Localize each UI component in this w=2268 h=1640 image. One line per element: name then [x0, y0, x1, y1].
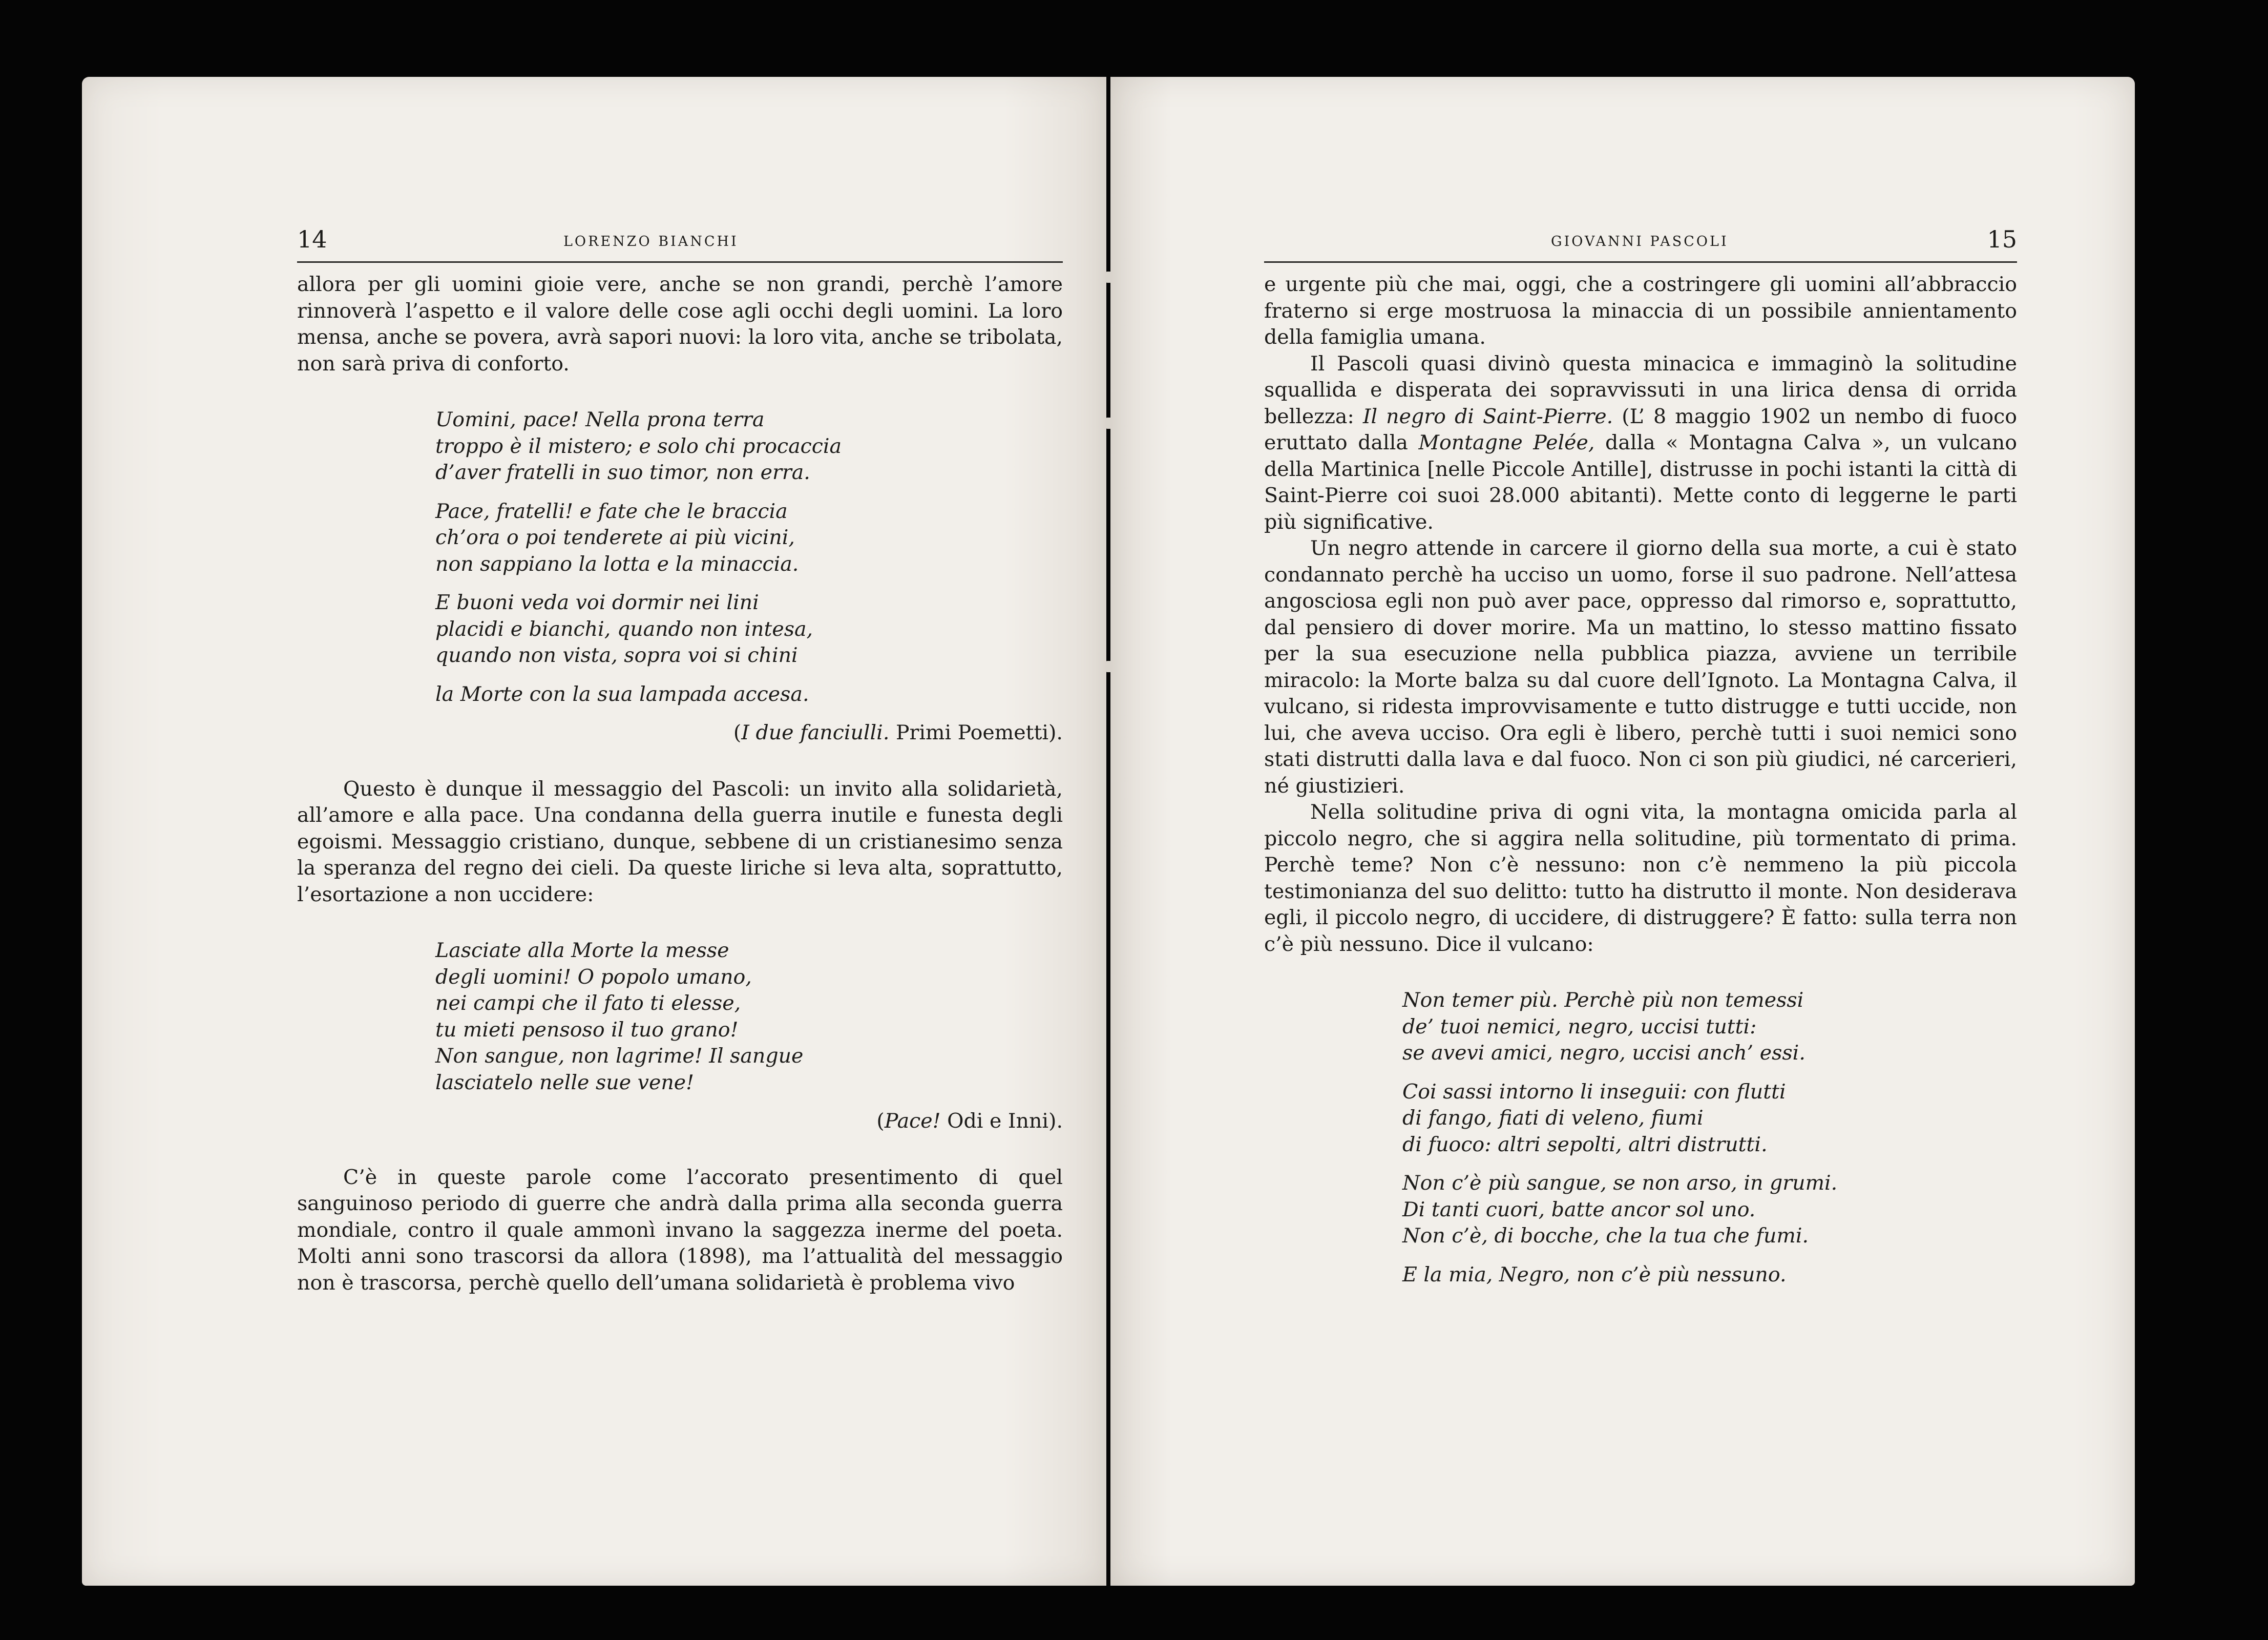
- verse-line: di fango, fiati di veleno, fiumi: [1402, 1106, 1704, 1130]
- verse-line: ch’ora o poi tenderete ai più vicini,: [435, 526, 795, 549]
- stanza: [435, 590, 1063, 669]
- citation-title: Pace!: [884, 1109, 941, 1133]
- citation-source: Odi e Inni).: [947, 1109, 1063, 1133]
- verse-line: de’ tuoi nemici, negro, uccisi tutti:: [1402, 1014, 1757, 1039]
- place-name: Montagne Pelée,: [1418, 431, 1595, 454]
- verse-line: Non c’è, di bocche, che la tua che fumi.: [1402, 1224, 1809, 1248]
- right-page-body: [1264, 272, 2017, 1300]
- text-run: Il Pascoli quasi divinò questa minacica e immaginò la solitudine squallida e disperata dei sopravvissuti in una lirica densa di orrida bellezza:: [1264, 351, 2017, 428]
- verse-line: Non temer più. Perchè più non temessi: [1402, 988, 1804, 1012]
- verse-line: Non sangue, non lagrime! Il sangue: [435, 1044, 804, 1068]
- paragraph: Nella solitudine priva di ogni vita, la montagna omicida parla al piccolo negro, che si aggira nella solitudine, più tormentato di prima. Perchè teme? Non c’è nessuno: non c’è nemmeno la più piccola testimonianza del suo delitto: tutto ha distrutto il monte. Non desiderava egli, il piccolo negro, di uccidere, di distruggere? È fatto: sulla terra non c’è più nessuno. Dice il vulcano:: [1264, 800, 2017, 956]
- verse-line: lasciatelo nelle sue vene!: [435, 1070, 695, 1094]
- citation-title: I due fanciulli.: [741, 721, 890, 744]
- stanza: [435, 938, 1063, 1096]
- verse-line: nei campi che il fato ti elesse,: [435, 991, 741, 1015]
- verse-line: Lasciate alla Morte la messe: [435, 939, 729, 962]
- verse-line: Non c’è più sangue, se non arso, in grumi.: [1402, 1171, 1838, 1195]
- verse-line: degli uomini! O popolo umano,: [435, 965, 752, 989]
- running-head: LORENZO BIANCHI: [563, 234, 739, 250]
- right-page: [1110, 77, 2135, 1586]
- verse-line: quando non vista, sopra voi si chini: [435, 643, 798, 667]
- right-page-header: [1264, 220, 2017, 263]
- stanza: [1402, 1079, 2017, 1158]
- poem-lasciate-alla-morte: [297, 938, 1063, 1096]
- citation: (Pace! Odi e Inni).: [876, 1109, 1063, 1133]
- paragraph: allora per gli uomini gioie vere, anche se non grandi, perchè l’amore rinnoverà l’aspetto e il valore delle cose agli occhi degli uomini. La loro mensa, anche se povera, avrà sapori nuovi: la loro vita, anche se tribolata, non sarà priva di conforto.: [297, 273, 1063, 376]
- poem-uomini-pace: [297, 407, 1063, 708]
- stanza: [435, 681, 1063, 708]
- text-run: dalla « Montagna Calva », un vulcano della Martinica [nelle Piccole Antille], distrusse in pochi istanti la città di Saint-Pierre coi suoi 28.000 abitanti). Mette conto di leggerne le parti più significative.: [1264, 431, 2017, 534]
- verse-line: E buoni veda voi dormir nei lini: [435, 591, 759, 614]
- paragraph: e urgente più che mai, oggi, che a costringere gli uomini all’abbraccio fraterno si erge mostruosa la minaccia di un possibile annientamento della famiglia umana.: [1264, 273, 2017, 349]
- left-page: [82, 77, 1106, 1586]
- poem-negro-di-saint-pierre: [1264, 987, 2017, 1288]
- verse-line: la Morte con la sua lampada accesa.: [435, 682, 809, 706]
- paragraph: Un negro attende in carcere il giorno della sua morte, a cui è stato condannato perchè ha ucciso un uomo, forse il suo padrone. Nell’attesa angosciosa egli non può aver pace, oppresso dal rimorso e, soprattutto, dal pensiero di dover morire. Ma un mattino, lo stesso mattino fissato per la sua esecuzione nella pubblica piazza, avviene un terribile miracolo: la Morte balza su dal cuore dell’Ignoto. La Montagna Calva, il vulcano, si ridesta improvvisamente e tutto distrugge e tutti uccide, non lui, che aveva ucciso. Ora egli è libero, perchè tutti i suoi nemici sono stati distrutti dalla lava e dal fuoco. Non ci son più giudici, né carcerieri, né giustizieri.: [1264, 536, 2017, 798]
- verse-line: d’aver fratelli in suo timor, non erra.: [435, 461, 810, 484]
- verse-line: Di tanti cuori, batte ancor sol uno.: [1402, 1197, 1756, 1221]
- paragraph: [1264, 351, 2017, 536]
- citation: (I due fanciulli. Primi Poemetti).: [733, 721, 1063, 744]
- verse-line: troppo è il mistero; e solo chi procaccia: [435, 434, 842, 458]
- running-head: GIOVANNI PASCOLI: [1551, 234, 1729, 250]
- verse-line: non sappiano la lotta e la minaccia.: [435, 552, 799, 576]
- stanza: [435, 499, 1063, 578]
- citation-source: Primi Poemetti).: [895, 721, 1063, 744]
- verse-line: Uomini, pace! Nella prona terra: [435, 408, 765, 431]
- page-number: 14: [297, 225, 327, 253]
- verse-line: di fuoco: altri sepolti, altri distrutti.: [1402, 1132, 1768, 1156]
- left-page-body: [297, 272, 1063, 1296]
- text-run: (L’ 8 maggio 1902 un nembo di fuoco eruttato dalla: [1264, 404, 2018, 454]
- verse-line: tu mieti pensoso il tuo grano!: [435, 1018, 739, 1042]
- stanza: [435, 407, 1063, 486]
- verse-line: Pace, fratelli! e fate che le braccia: [435, 499, 788, 523]
- poem-title: Il negro di Saint-Pierre.: [1362, 404, 1613, 428]
- left-page-header: [297, 220, 1063, 263]
- stanza: [1402, 1262, 2017, 1289]
- page-number: 15: [1987, 225, 2017, 253]
- stanza: [1402, 987, 2017, 1067]
- stanza: [1402, 1170, 2017, 1250]
- verse-line: E la mia, Negro, non c’è più nessuno.: [1402, 1262, 1787, 1286]
- verse-line: placidi e bianchi, quando non intesa,: [435, 617, 813, 641]
- paragraph: C’è in queste parole come l’accorato presentimento di quel sanguinoso periodo di guerre che andrà dalla prima alla seconda guerra mondiale, contro il quale ammonì invano la saggezza inerme del poeta. Molti anni sono trascorsi da allora (1898), ma l’attualità del messaggio non è trascorsa, perchè quello dell’umana solidarietà è problema vivo: [297, 1165, 1063, 1295]
- verse-line: Coi sassi intorno li inseguii: con flutti: [1402, 1080, 1786, 1104]
- verse-line: se avevi amici, negro, uccisi anch’ essi.: [1402, 1041, 1805, 1065]
- paragraph: Questo è dunque il messaggio del Pascoli: un invito alla solidarietà, all’amore e alla pace. Una condanna della guerra inutile e funesta degli egoismi. Messaggio cristiano, dunque, sebbene di un cristianesimo senza la speranza del regno dei cieli. Da queste liriche si leva alta, soprattutto, l’esortazione a non uccidere:: [297, 777, 1063, 906]
